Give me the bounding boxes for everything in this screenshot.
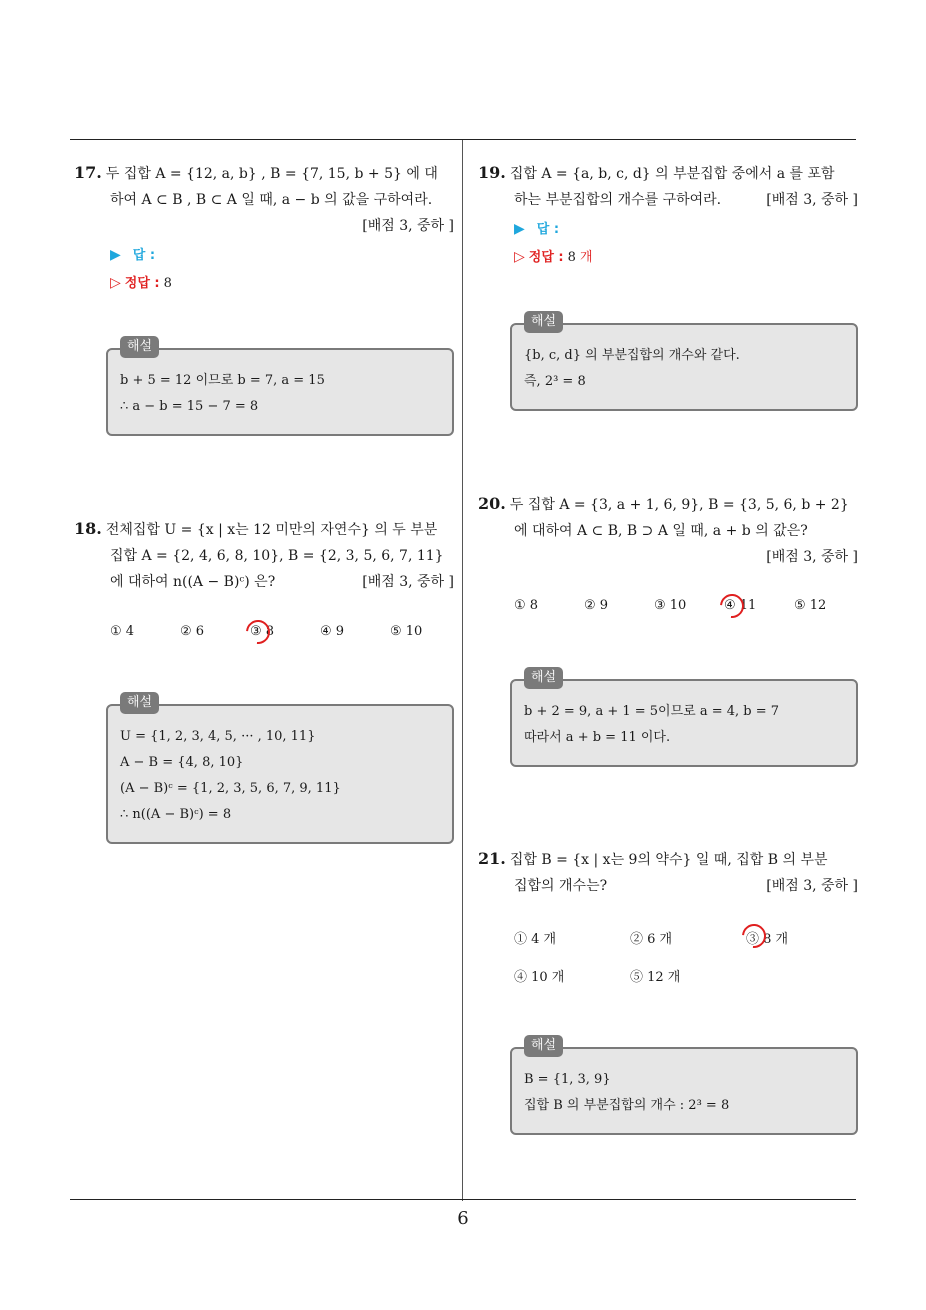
problem-text-line-1: 집합 A = {a, b, c, d} 의 부분집합 중에서 a 를 포함 bbox=[509, 166, 835, 182]
score-label: [배점 3, 중하 ] bbox=[362, 574, 454, 590]
choice-1[interactable]: ① 4 개 bbox=[514, 932, 557, 947]
problem-number: 20. bbox=[478, 494, 506, 513]
play-triangle-icon: ▶ bbox=[514, 221, 525, 237]
choice-4[interactable]: ④ 11 bbox=[724, 598, 757, 613]
choice-4[interactable]: ④ 9 bbox=[320, 624, 345, 639]
solution-line: U = {1, 2, 3, 4, 5, ··· , 10, 11} bbox=[120, 729, 316, 744]
solution-line: {b, c, d} 의 부분집합의 개수와 같다. bbox=[524, 348, 740, 363]
problem-19 bbox=[478, 160, 858, 213]
solution-tag: 해설 bbox=[524, 1035, 563, 1057]
choice-4[interactable]: ④ 10 개 bbox=[514, 970, 565, 985]
problem-text-line-2: 에 대하여 A ⊂ B, B ⊃ A 일 때, a + b 의 값은? bbox=[514, 523, 808, 539]
problem-text-line-2: 하는 부분집합의 개수를 구하여라. bbox=[514, 192, 722, 208]
problem-text-line-2: 하여 A ⊂ B , B ⊂ A 일 때, a − b 의 값을 구하여라. bbox=[110, 192, 433, 208]
solution-line: 즉, 2³ = 8 bbox=[524, 374, 586, 389]
choice-5[interactable]: ⑤ 12 개 bbox=[630, 970, 681, 985]
solution-line: A − B = {4, 8, 10} bbox=[120, 755, 244, 770]
choice-5[interactable]: ⑤ 12 bbox=[794, 598, 827, 613]
column-divider bbox=[462, 140, 463, 1201]
solution-box bbox=[510, 314, 858, 411]
correct-unit: 개 bbox=[580, 250, 593, 265]
choice-3[interactable]: ③ 8 개 bbox=[746, 932, 789, 947]
solution-line: 따라서 a + b = 11 이다. bbox=[524, 730, 671, 745]
solution-tag: 해설 bbox=[524, 311, 563, 333]
problem-21 bbox=[478, 846, 858, 899]
outline-triangle-icon: ▷ bbox=[514, 249, 525, 265]
answer-label: 답 : bbox=[536, 222, 560, 237]
choice-2[interactable]: ② 6 개 bbox=[630, 932, 673, 947]
solution-line: ∴ n((A − B)ᶜ) = 8 bbox=[120, 807, 232, 822]
solution-line: b + 5 = 12 이므로 b = 7, a = 15 bbox=[120, 373, 325, 388]
choice-3[interactable]: ③ 8 bbox=[250, 624, 275, 639]
answer-row bbox=[110, 244, 155, 267]
problem-text-line-2: 집합의 개수는? bbox=[514, 878, 608, 894]
choice-5[interactable]: ⑤ 10 bbox=[390, 624, 423, 639]
correct-label: 정답 : bbox=[124, 276, 160, 291]
problem-text-line-2: 집합 A = {2, 4, 6, 8, 10}, B = {2, 3, 5, 6, 7, 11} bbox=[110, 548, 444, 564]
correct-answer-row bbox=[514, 246, 593, 269]
choice-2[interactable]: ② 6 bbox=[180, 624, 205, 639]
outline-triangle-icon: ▷ bbox=[110, 275, 121, 291]
solution-tag: 해설 bbox=[120, 692, 159, 714]
problem-text-line-1: 전체집합 U = {x | x는 12 미만의 자연수} 의 두 부분 bbox=[105, 522, 438, 538]
problem-text-line-3: 에 대하여 n((A − B)ᶜ) 은? bbox=[110, 574, 276, 590]
solution-box bbox=[106, 695, 454, 844]
choice-1[interactable]: ① 8 bbox=[514, 598, 539, 613]
solution-line: B = {1, 3, 9} bbox=[524, 1072, 611, 1087]
problem-17 bbox=[74, 160, 454, 239]
solution-line: (A − B)ᶜ = {1, 2, 3, 5, 6, 7, 9, 11} bbox=[120, 781, 341, 796]
play-triangle-icon: ▶ bbox=[110, 247, 121, 263]
problem-text-line-1: 집합 B = {x | x는 9의 약수} 일 때, 집합 B 의 부분 bbox=[509, 852, 828, 868]
choice-1[interactable]: ① 4 bbox=[110, 624, 135, 639]
problem-number: 17. bbox=[74, 163, 102, 182]
solution-tag: 해설 bbox=[120, 336, 159, 358]
selected-mark-icon bbox=[737, 919, 771, 953]
selected-mark-icon bbox=[715, 589, 749, 623]
solution-line: 집합 B 의 부분집합의 개수 : 2³ = 8 bbox=[524, 1098, 730, 1113]
score-label: [배점 3, 중하 ] bbox=[766, 549, 858, 565]
page-number: 6 bbox=[457, 1208, 469, 1229]
score-label: [배점 3, 중하 ] bbox=[766, 878, 858, 894]
choice-3[interactable]: ③ 10 bbox=[654, 598, 687, 613]
score-label: [배점 3, 중하 ] bbox=[766, 192, 858, 208]
problem-text-line-1: 두 집합 A = {12, a, b} , B = {7, 15, b + 5} 에 대 bbox=[105, 166, 438, 182]
problem-20 bbox=[478, 491, 858, 570]
solution-line: ∴ a − b = 15 − 7 = 8 bbox=[120, 399, 259, 414]
correct-answer-row bbox=[110, 272, 172, 295]
bottom-rule bbox=[70, 1199, 856, 1200]
solution-box bbox=[510, 670, 858, 767]
choice-2[interactable]: ② 9 bbox=[584, 598, 609, 613]
correct-label: 정답 : bbox=[528, 250, 564, 265]
selected-mark-icon bbox=[241, 615, 275, 649]
problem-number: 18. bbox=[74, 519, 102, 538]
correct-value: 8 bbox=[163, 276, 172, 291]
problem-number: 21. bbox=[478, 849, 506, 868]
correct-value: 8 bbox=[567, 250, 576, 265]
solution-box bbox=[106, 339, 454, 436]
solution-box bbox=[510, 1038, 858, 1135]
score-label: [배점 3, 중하 ] bbox=[362, 218, 454, 234]
top-rule bbox=[70, 139, 856, 140]
answer-label: 답 : bbox=[132, 248, 156, 263]
solution-line: b + 2 = 9, a + 1 = 5이므로 a = 4, b = 7 bbox=[524, 704, 780, 719]
answer-row bbox=[514, 218, 559, 241]
solution-tag: 해설 bbox=[524, 667, 563, 689]
problem-18 bbox=[74, 516, 454, 595]
problem-text-line-1: 두 집합 A = {3, a + 1, 6, 9}, B = {3, 5, 6, b + 2} bbox=[509, 497, 849, 513]
problem-number: 19. bbox=[478, 163, 506, 182]
